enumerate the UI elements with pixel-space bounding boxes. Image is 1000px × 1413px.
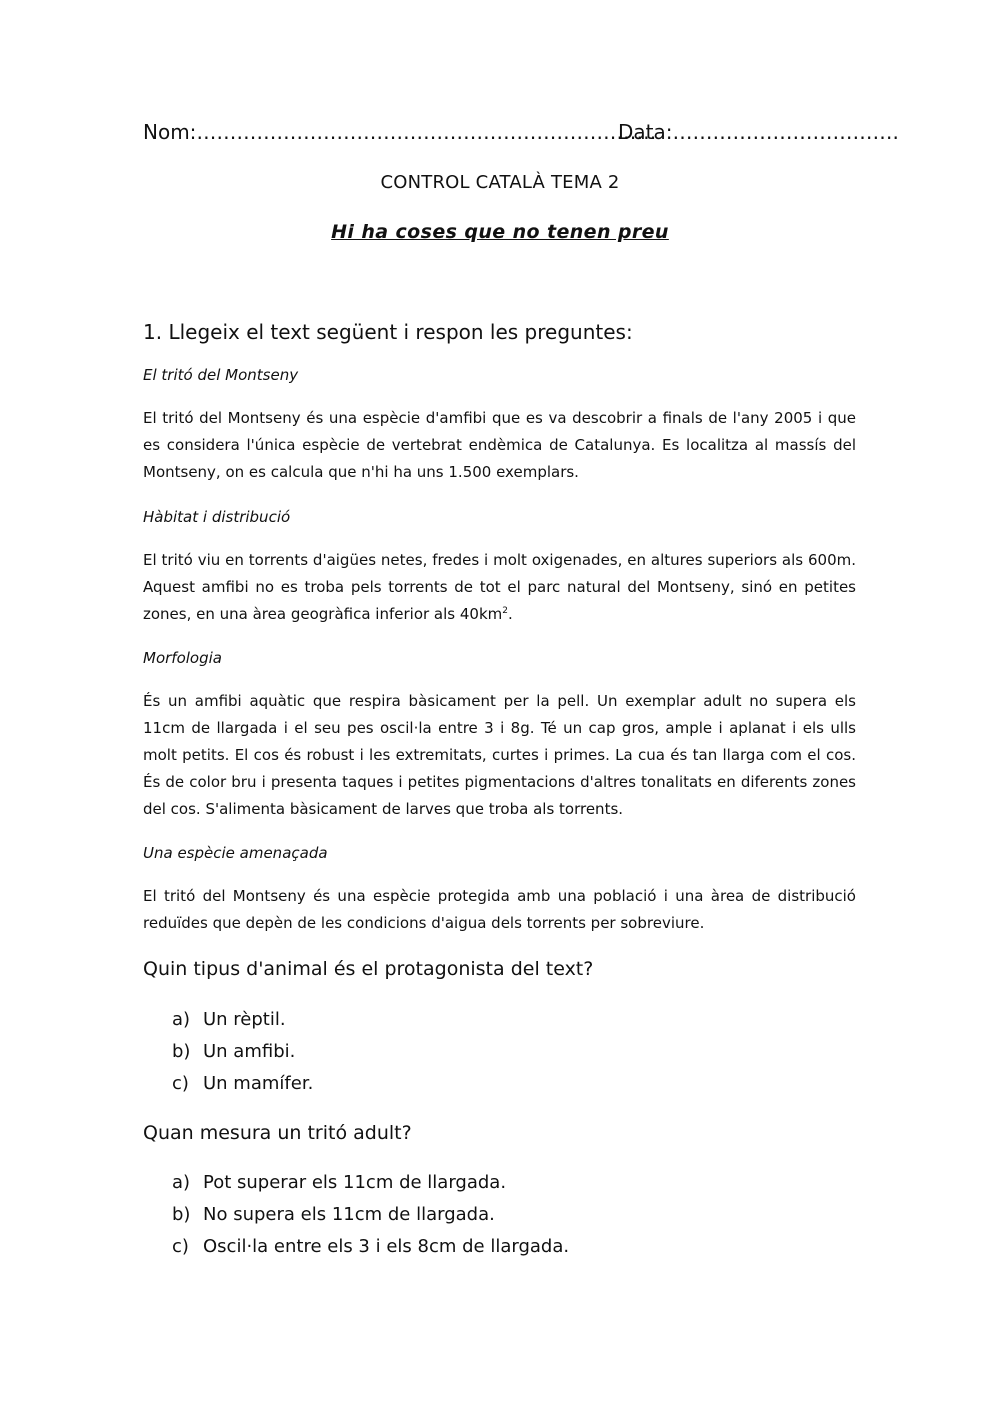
- option-letter: b): [172, 1041, 191, 1062]
- date-field[interactable]: Data:…………………………….: [618, 120, 899, 144]
- threat-heading: Una espècie amenaçada: [143, 844, 328, 862]
- habitat-end: .: [508, 605, 513, 623]
- option-letter: b): [172, 1204, 191, 1225]
- exam-subtitle-text: Hi ha coses que no tenen preu: [331, 221, 669, 243]
- question-2-options: [172, 1167, 569, 1263]
- intro-paragraph: El tritó del Montseny és una espècie d'amfibi que es va descobrir a finals de l'any 2005 i que es considera l'única espècie de vertebrat endèmica de Catalunya. Es localitza al massís del Montseny, on es calcula que n'hi ha uns 1.500 exemplars.: [143, 409, 856, 481]
- name-field[interactable]: Nom:……………………………………………………………: [143, 120, 657, 144]
- habitat-heading: Hàbitat i distribució: [143, 508, 291, 526]
- question-2-option-c[interactable]: [172, 1231, 569, 1263]
- threat-paragraph: El tritó del Montseny és una espècie protegida amb una població i una àrea de distribució reduïdes que depèn de les condicions d'aigua dels torrents per sobreviure.: [143, 887, 856, 932]
- question-1-option-c[interactable]: [172, 1068, 313, 1100]
- option-letter: c): [172, 1236, 189, 1257]
- morphology-paragraph: És un amfibi aquàtic que respira bàsicament per la pell. Un exemplar adult no supera els 11cm de llargada i el seu pes oscil·la entre 3 i 8g. Té un cap gros, ample i aplanat i els ulls molt petits. El cos és robust i les extremitats, curtes i primes. La cua és tan llarga com el cos. És de color bru i presenta taques i petites pigmentacions d'altres tonalitats en diferents zones del cos. S'alimenta bàsicament de larves que troba als torrents.: [143, 692, 856, 818]
- question-1-option-a[interactable]: [172, 1004, 313, 1036]
- habitat-paragraph: [143, 547, 856, 628]
- question-1: Quin tipus d'animal és el protagonista del text?: [143, 958, 594, 980]
- reading-title: El tritó del Montseny: [143, 366, 299, 384]
- option-letter: a): [172, 1172, 191, 1193]
- question-2-option-b[interactable]: [172, 1199, 569, 1231]
- habitat-text: El tritó viu en torrents d'aigües netes, fredes i molt oxigenades, en altures superiors als 600m. Aquest amfibi no es troba pels torrents de tot el parc natural del Montseny, sinó en petites zones, en una àrea geogràfica inferior als 40km: [143, 551, 856, 623]
- question-1-option-b[interactable]: [172, 1036, 313, 1068]
- option-letter: c): [172, 1073, 189, 1094]
- option-text: Un mamífer.: [203, 1073, 314, 1094]
- exam-title: CONTROL CATALÀ TEMA 2: [380, 172, 620, 193]
- option-letter: a): [172, 1009, 191, 1030]
- exam-subtitle: [0, 221, 1000, 243]
- option-text: Un amfibi.: [203, 1041, 296, 1062]
- question-2-option-a[interactable]: [172, 1167, 569, 1199]
- question-2: Quan mesura un tritó adult?: [143, 1122, 412, 1144]
- morphology-heading: Morfologia: [143, 649, 222, 667]
- option-text: Pot superar els 11cm de llargada.: [203, 1172, 507, 1193]
- question-1-options: [172, 1004, 313, 1100]
- exercise-instruction: 1. Llegeix el text següent i respon les preguntes:: [143, 320, 633, 344]
- option-text: Un rèptil.: [203, 1009, 286, 1030]
- option-text: No supera els 11cm de llargada.: [203, 1204, 495, 1225]
- option-text: Oscil·la entre els 3 i els 8cm de llargada.: [203, 1236, 570, 1257]
- habitat-superscript: 2: [502, 606, 508, 616]
